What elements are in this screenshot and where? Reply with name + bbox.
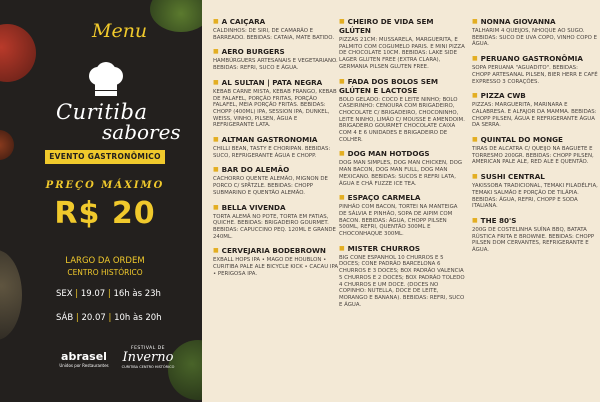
vendor-name: ■ CERVEJARIA BODEBROWN (213, 246, 339, 255)
menu-item (339, 244, 465, 309)
vendor-description: EXBALL HOPS IPA • MAGO DE HOUBLON • CURITIBA PALE ALE BICYCLE KICK • CACAU IPA • PERIGOSA IPA. (213, 257, 339, 277)
menu-item (472, 172, 598, 210)
vendor-description: SOPA PERUANA "AGUADITO". BEBIDAS: CHOPP ARTESANAL PILSEN, BIER HERR E CAFÉ EXPRESSO 3 CORAÇÕES. (472, 65, 598, 85)
poster-panel (0, 0, 202, 402)
max-price: R$ 20 (54, 196, 156, 231)
vendor-name: ■ PIZZA CWB (472, 91, 598, 100)
menu-item (472, 17, 598, 48)
brand-name-line1: Curitiba (56, 100, 148, 124)
vendor-description: CALDINHOS: DE SIRI, DE CAMARÃO E BARREADO. BEBIDAS: CATAIA, MATE BATIDO. (213, 28, 335, 41)
menu-item (213, 165, 339, 196)
vendor-description: BOLO GELADO: COCO E LEITE NINHO; BOLO CASEIRINHO: CENOURA COM BRIGADEIRO, CHOCOLATE C/ BRIGADEIRO, CHOCONINHO, LEITE NINHO, LIMÃO C/ MOUSSE E AMENDOIM. BRIGADEIRO GOURMET CHOCOLATE CAIXA COM 4 E 6 UNIDADES E BRIGADEIRO DE COLHER. (339, 96, 465, 143)
vendor-name: ■ ALTMAN GASTRONOMIA (213, 135, 339, 144)
menu-item (472, 135, 598, 166)
tomato-decoration (0, 24, 36, 82)
vendor-description: KEBAB CARNE MISTA, KEBAB FRANGO, KEBAB DE FALAFEL, PORÇÃO FRITAS, PORÇÃO FALAFEL, MEIA PORÇÃO FRITAS. BEBIDAS: CHOPP (400ML) IPA, SESSION IPA, DUNKEL, WEISS, VINHO, PILSEN, ÁGUA E REFRIGERANTE LATA. (213, 88, 337, 129)
menu-item (213, 78, 339, 129)
location-area: CENTRO HISTÓRICO (67, 268, 143, 277)
vendor-name: ■ BAR DO ALEMÃO (213, 165, 339, 174)
menu-item (213, 17, 339, 41)
menu-item (472, 91, 598, 129)
date-value: 20.07 (81, 313, 106, 323)
date-day: SEX (56, 289, 73, 299)
vendor-name: ■ SUSHI CENTRAL (472, 172, 598, 181)
menu-column-1 (213, 17, 339, 283)
vendor-name: ■ A CAIÇARA (213, 17, 339, 26)
menu-item (213, 246, 339, 277)
vendor-description: YAKISSOBA TRADICIONAL, TEMAKI FILADÉLFIA, TEMAKI SALMÃO E PORÇÃO DE TILÁPIA. BEBIDAS: ÁGUA, REFRI, CHOPP E SODA ITALIANA. (472, 183, 598, 210)
vendor-name: ■ QUINTAL DO MONGE (472, 135, 598, 144)
menu-column-2 (339, 17, 465, 314)
vendor-description: PIZZAS 21CM: MUSSARELA, MARGUERITA, E PALMITO COM COGUMELO PARIS. E MINI PIZZA DE CHOCOLATE 10CM. BEBIDAS: LAKE SIDE LAGER GLUTEN FREE (EXTRA CLARA), GERMANIA PILSEN GLUTEN FREE. (339, 37, 465, 70)
pepper-decoration (0, 130, 14, 160)
menu-item (339, 17, 465, 71)
vendor-name: ■ AERO BURGERS (213, 47, 339, 56)
chef-hat-icon (86, 62, 126, 98)
vendor-description: TORTA ALEMÃ NO POTE, TORTA EM FATIAS, QUICHE. BEBIDAS: BRIGADEIRO GOURMET. BEBIDAS: CAPUCCINO PEQ. 120ML E GRANDE 240ML. (213, 213, 336, 240)
price-label: PREÇO MÁXIMO (45, 180, 165, 191)
menu-listing (202, 0, 600, 402)
vendor-description: DOG MAN SIMPLES, DOG MAN CHICKEN, DOG MAN BACON, DOG MAN FULL, DOG MAN MEXICANO. BEBIDAS: SUCOS E REFRI LATA, ÁGUA E CHÁ FUZZE ICE TEA. (339, 160, 463, 187)
menu-item (339, 77, 465, 144)
vendor-description: PIZZAS: MARGUERITA, MARINARA E CALABRESA. E ALFAJOR DA MAMMA. BEBIDAS: CHOPP PILSEN, ÁGUA E REFRIGERANTE ÁGUA DA SERRA. (472, 102, 597, 129)
vendor-description: 200G DE COSTELINHA SUÍNA BBQ, BATATA RÚSTICA FRITA E BROWNIE. BEBIDAS: CHOPP PILSEN DOM CERVANTES, REFRIGERANTE E ÁGUA. (472, 226, 595, 254)
vendor-name: ■ FADA DOS BOLOS SEM GLÚTEN E LACTOSE (339, 77, 465, 95)
spice-decoration (0, 250, 22, 340)
vendor-description: BIG CONE ESPANHOL 10 CHURROS E 5 DOCES; CONE PADRÃO BARCELONA 6 CHURROS E 3 DOCES; BOX PADRÃO VALENCIA 5 CHURROS E 2 DOCES; BOX PADRÃO TOLEDO 4 CHURROS E UM DOCE. (DOCES NO COPINHO: NUTELLA, DOCE DE LEITE, MORANGO E BANANA). BEBIDAS: REFRI, SUCO E ÁGUA. (339, 254, 465, 308)
vendor-name: ■ PERUANO GASTRONÔMIA (472, 54, 598, 63)
date-day: SÁB (56, 313, 74, 323)
vendor-description: CACHORRO QUENTE ALEMÃO, MIGNON DE PORCO C/ SPÄTZLE. BEBIDAS: CHOPP SUBMARINO E QUENTÃO ALEMÃO. (213, 176, 328, 196)
vendor-description: PINHÃO COM BACON, TORTEI NA MANTEIGA DE SÁLVIA E PINHÃO, SOPA DE AIPIM COM BACON. BEBIDAS: ÁGUA, CHOPP PILSEN 500ML, REFRI, QUENTÃO 300ML E CHOCONHAQUE 300ML. (339, 204, 458, 238)
date-time: 16h às 23h (113, 289, 161, 299)
vendor-name: ■ CHEIRO DE VIDA SEM GLÚTEN (339, 17, 465, 35)
menu-item (339, 193, 465, 238)
event-date-friday: SEX | 19.07 | 16h às 23h (56, 289, 161, 299)
menu-item (472, 216, 598, 254)
vendor-description: HAMBÚRGUERS ARTESANAIS E VEGETARIANO. BEBIDAS: REFRI, SUCO E ÁGUA. (213, 58, 338, 72)
event-badge: EVENTO GASTRONÔMICO (45, 150, 165, 164)
menu-column-3 (472, 17, 598, 260)
herb-decoration (150, 0, 202, 32)
event-date-saturday: SÁB | 20.07 | 10h às 20h (56, 313, 162, 323)
vendor-name: ■ DOG MAN HOTDOGS (339, 149, 465, 158)
vendor-name: ■ THE 80'S (472, 216, 598, 225)
brand-name-line2: sabores (102, 120, 181, 144)
menu-item (339, 149, 465, 187)
menu-title: Menu (92, 20, 148, 42)
vendor-description: TALHARIM 4 QUEIJOS, NHOQUE AO SUGO. BEBIDAS: SUCO DE UVA COPO, VINHO COPO E ÁGUA. (472, 28, 598, 48)
date-value: 19.07 (80, 289, 106, 299)
abrasel-logo: abrasel Unidos por Restaurantes (59, 350, 109, 368)
festival-logo: FESTIVAL DE Inverno CURITIBA CENTRO HISTÓRICO (121, 346, 175, 369)
vendor-name: ■ AL SULTAN | PATA NEGRA (213, 78, 339, 87)
vendor-description: CHILLI BEAN, TASTY E CHORIPAN. BEBIDAS: SUCO, REFRIGERANTE ÁGUA E CHOPP. (213, 146, 331, 159)
vendor-name: ■ MISTER CHURROS (339, 244, 465, 253)
vendor-name: ■ NONNA GIOVANNA (472, 17, 598, 26)
date-time: 10h às 20h (114, 313, 162, 323)
menu-item (213, 135, 339, 159)
vendor-name: ■ BELLA VIVENDA (213, 203, 339, 212)
location-name: LARGO DA ORDEM (65, 256, 145, 266)
vendor-name: ■ ESPAÇO CARMELA (339, 193, 465, 202)
menu-item (213, 47, 339, 71)
menu-item (213, 203, 339, 241)
vendor-description: TIRAS DE ALCATRA C/ QUEIJO NA BAGUETE E TORRESMO 200GR. BEBIDAS: CHOPP PILSEN, AMERICAN PALE ALE, RED ALE E QUENTÃO. (472, 146, 594, 166)
menu-item (472, 54, 598, 85)
